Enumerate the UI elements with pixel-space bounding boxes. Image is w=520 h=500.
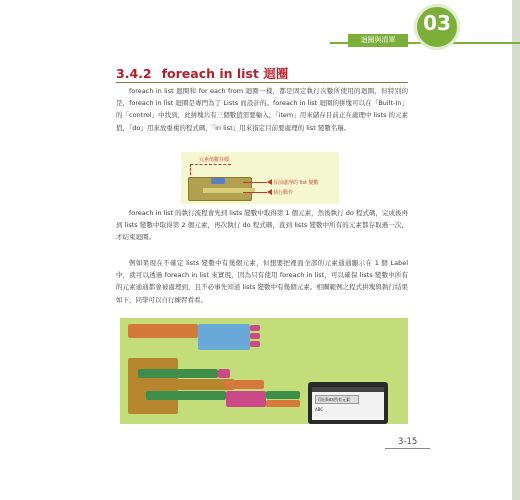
- list-item-chip-3: [250, 341, 260, 347]
- set-label-block-1: [138, 369, 218, 378]
- list-item-chip-2: [250, 333, 260, 339]
- arrow-left-icon: [267, 189, 272, 195]
- get-global-chip: [224, 380, 264, 389]
- section-number: 3.4.2: [116, 66, 152, 81]
- init-global-block: [128, 324, 198, 338]
- arrow-left-icon: [267, 179, 272, 185]
- chapter-badge: [414, 4, 460, 50]
- list-item-chip-1: [250, 325, 260, 331]
- make-list-block: [198, 324, 250, 350]
- foreach-block: [138, 379, 234, 390]
- section-title: foreach in list 迴圈: [161, 66, 289, 81]
- figure1-callout-line: [190, 164, 231, 175]
- figure1-callout-top: 元素值數存檔: [199, 157, 230, 163]
- figure1-label-list: 目前處理的 list 變數: [273, 180, 319, 186]
- get-element-chip: [266, 400, 300, 407]
- phone-screen: [312, 387, 384, 420]
- chapter-tab: 迴圈與清單: [348, 34, 408, 47]
- section-rule: [116, 82, 408, 83]
- figure1-arrow-line-do: [243, 192, 267, 193]
- paragraph-intro: foreach in list 迴圈和 for each from 迴圈一樣，都是固定執行次數所使用的迴圈，但特別的是，foreach in list 迴圈是專門為了 Lists 而設計的。foreach in list 迴圈的拼塊可以在「Built-In」的「control」中找到，此拼塊共有三個數值需要輸入，「item」用來儲存目前正在處理中 lists 的元素值，「do」用來放重複的程式碼，「in list」用來指定目前要處理的 list 變數名稱。: [116, 87, 408, 132]
- page-number: 3-15: [398, 437, 418, 447]
- figure1-arrow-line-list: [243, 182, 267, 183]
- figure-foreach-block: [181, 152, 339, 204]
- set-label-block-2: [146, 391, 226, 400]
- figure1-label-do: 執行動作: [273, 190, 294, 196]
- phone-emulator: [308, 382, 388, 424]
- empty-text-chip: [218, 369, 230, 378]
- join-block: [226, 391, 266, 407]
- paragraph-example: 例如果現在不確定 lists 變數中有幾個元素，但想要把裡面全部的元素通通顯示在 1 個 Label 中，就可以透過 foreach in list 來實現，因為只有使用 foreach in list，可以確保 lists 變數中所有的元素通通都會被處理到，且不必事先知道 lists 變數中有幾個元素。相關範例之程式拼塊與執行結果如下，同學可以自行練習看看。: [116, 259, 408, 304]
- phone-status-bar: [312, 387, 384, 392]
- paragraph-flow: foreach in list 的執行流程會先到 lists 變數中取得第 1 個元素，然後執行 do 程式碼，完成後再到 lists 變數中取得第 2 個元素，再次執行 do 程式碼，直到 lists 變數中所有的元素都存取過一次，才結束迴圈。: [116, 209, 408, 242]
- page-edge-strip: [512, 0, 520, 500]
- phone-button[interactable]: 印出lists所有元素: [315, 395, 359, 404]
- chapter-number: 03: [423, 11, 451, 35]
- section-heading: [116, 64, 288, 82]
- phone-label: ABC: [315, 407, 324, 412]
- item-chip: [211, 178, 225, 184]
- page-number-rule: [385, 448, 430, 449]
- label-text-chip: [266, 391, 300, 399]
